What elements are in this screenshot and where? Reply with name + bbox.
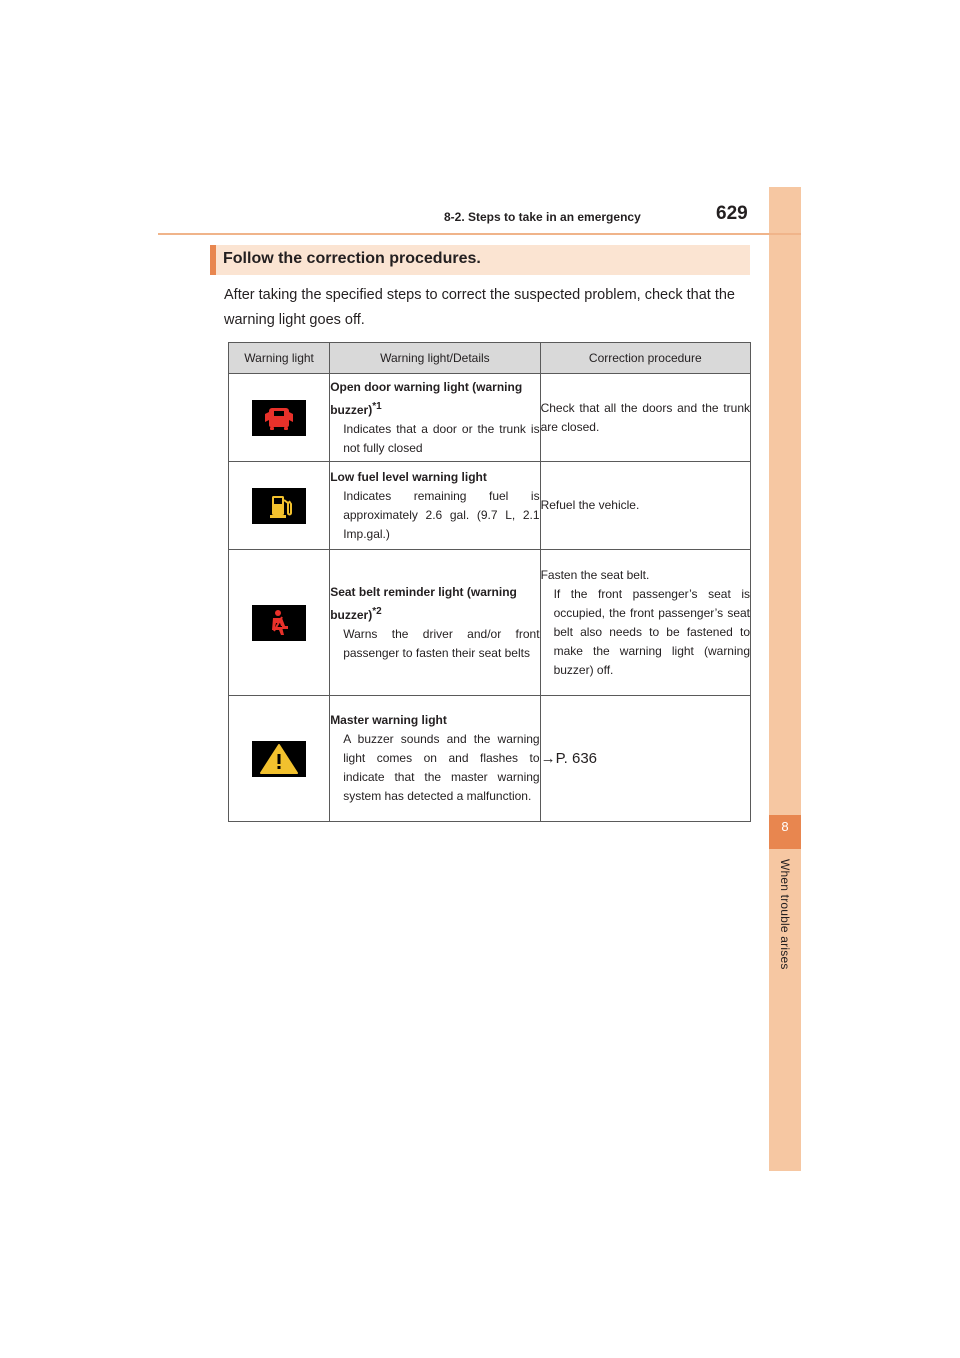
row-title: Open door warning light (warning buzzer)$^{*1}$ <box>330 379 523 417</box>
section-heading-accent <box>210 245 216 275</box>
table-row <box>229 462 751 550</box>
section-heading-bar <box>210 245 750 275</box>
row-title: Low fuel level warning light <box>330 469 487 484</box>
intro-paragraph: After taking the specified steps to correct the suspected problem, check that the warning light goes off. <box>224 287 735 328</box>
section-heading: Follow the correction procedures. <box>223 250 481 267</box>
row-procedure-detail: If the front passenger’s seat is occupied, the front passenger’s seat belt also needs to be fastened to make the warning light (warning buzzer) off. <box>553 586 750 677</box>
row-title: Master warning light <box>330 713 447 727</box>
page-number: 629 <box>716 203 748 224</box>
warning-light-table <box>228 342 751 822</box>
table-row <box>229 374 751 462</box>
row-detail: Indicates remaining fuel is approximately 2.6 gal. (9.7 L, 2.1 Imp.gal.) <box>343 488 540 541</box>
column-header: Correction procedure <box>540 343 750 374</box>
table-row <box>229 696 751 822</box>
seatbelt-icon <box>252 605 306 641</box>
row-title: Seat belt reminder light (warning buzzer)$^{*2}$ <box>330 584 517 622</box>
chapter-side-tab <box>769 187 801 1171</box>
row-procedure: Fasten the seat belt. <box>540 567 650 582</box>
header-divider <box>158 233 801 235</box>
chapter-number: 8 <box>781 819 789 834</box>
table-header-row <box>229 343 751 374</box>
row-detail: Warns the driver and/or front passenger to fasten their seat belts <box>343 626 540 660</box>
door-open-icon <box>252 400 306 436</box>
row-procedure: Check that all the doors and the trunk are closed. <box>540 400 750 434</box>
footnote-mark: *1 <box>372 400 382 412</box>
column-header: Warning light/Details <box>330 343 540 374</box>
warning-triangle-icon <box>252 741 306 777</box>
row-detail: Indicates that a door or the trunk is not fully closed <box>343 421 540 455</box>
page-reference-link[interactable]: →P. 636 <box>540 750 598 767</box>
column-header: Warning light <box>229 343 330 374</box>
table-row <box>229 550 751 696</box>
chapter-title: When trouble arises <box>778 859 792 970</box>
header-section-title: 8-2. Steps to take in an emergency <box>444 210 641 224</box>
fuel-pump-icon <box>252 488 306 524</box>
row-procedure: Refuel the vehicle. <box>540 498 640 512</box>
footnote-mark: *2 <box>372 605 382 617</box>
row-detail: A buzzer sounds and the warning light comes on and flashes to indicate that the master warning system has detected a malfunction. <box>343 732 540 803</box>
